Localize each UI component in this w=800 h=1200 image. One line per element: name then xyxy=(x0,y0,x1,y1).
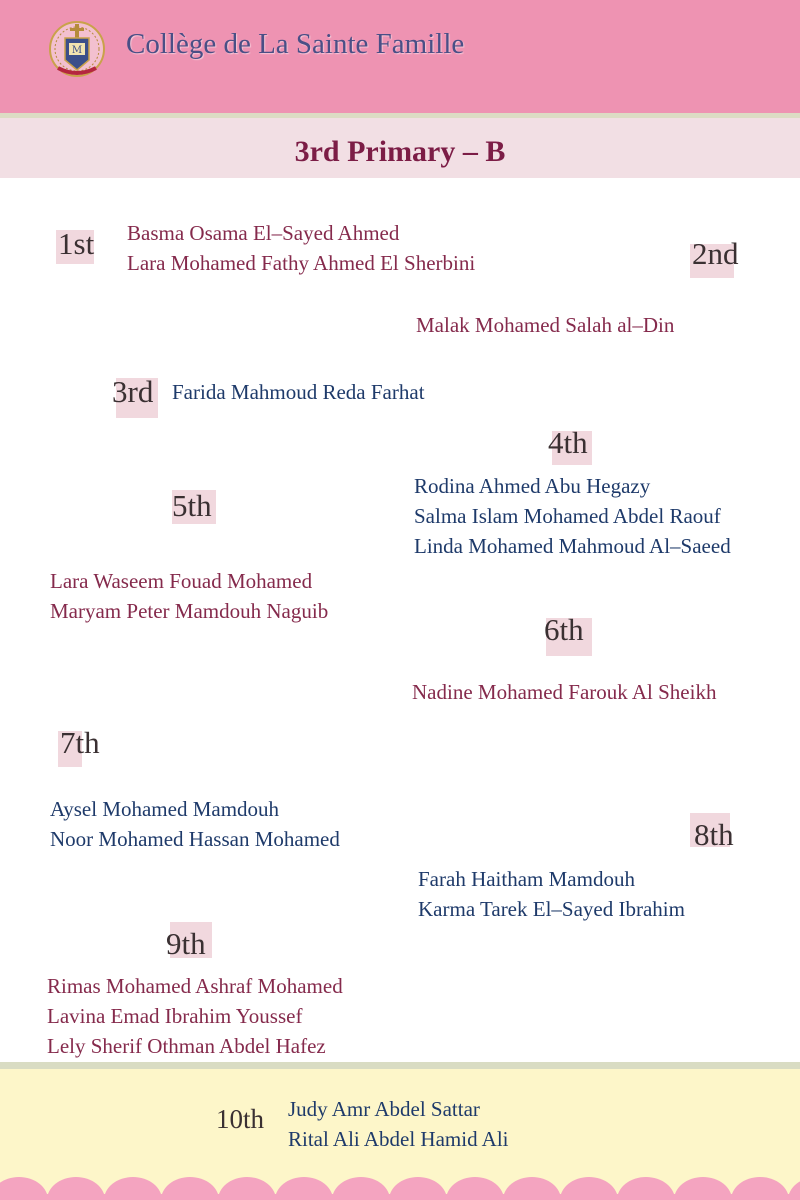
student-name: Basma Osama El–Sayed Ahmed xyxy=(127,221,400,245)
student-name: Lara Mohamed Fathy Ahmed El Sherbini xyxy=(127,251,476,275)
student-name: Aysel Mohamed Mamdouh xyxy=(50,797,280,821)
rank-label-8th: 8th xyxy=(694,817,734,853)
rank-names-10th xyxy=(288,1094,509,1154)
rank-label-4th: 4th xyxy=(548,425,588,461)
rank-names-8th xyxy=(418,864,685,924)
rank-names-6th xyxy=(412,677,716,707)
svg-text:M: M xyxy=(71,45,83,56)
student-name: Farida Mahmoud Reda Farhat xyxy=(172,380,425,404)
rank-names-5th xyxy=(50,566,328,626)
rank-label-3rd: 3rd xyxy=(112,374,153,410)
student-name: Linda Mohamed Mahmoud Al–Saeed xyxy=(414,534,731,558)
student-name: Lara Waseem Fouad Mohamed xyxy=(50,569,313,593)
school-name: Collège de La Sainte Famille xyxy=(126,28,465,60)
student-name: Judy Amr Abdel Sattar xyxy=(288,1097,480,1121)
rank-names-2nd xyxy=(416,310,674,340)
rank-label-6th: 6th xyxy=(544,612,584,648)
rank-label-5th: 5th xyxy=(172,488,212,524)
footer-divider xyxy=(0,1062,800,1069)
rank-names-1st xyxy=(127,218,475,278)
rank-label-10th: 10th xyxy=(216,1104,265,1134)
header-banner xyxy=(0,0,800,113)
student-name: Noor Mohamed Hassan Mohamed xyxy=(50,827,340,851)
rank-names-3rd xyxy=(172,377,425,407)
student-name: Rimas Mohamed Ashraf Mohamed xyxy=(47,974,343,998)
rank-label-1st: 1st xyxy=(58,226,94,262)
student-name: Karma Tarek El–Sayed Ibrahim xyxy=(418,897,685,921)
school-crest-icon xyxy=(48,16,106,82)
student-name: Lavina Emad Ibrahim Youssef xyxy=(47,1004,303,1028)
rank-names-4th xyxy=(414,471,731,561)
student-name: Salma Islam Mohamed Abdel Raouf xyxy=(414,504,721,528)
student-name: Rodina Ahmed Abu Hegazy xyxy=(414,474,651,498)
student-name: Lely Sherif Othman Abdel Hafez xyxy=(47,1034,326,1058)
student-name: Malak Mohamed Salah al–Din xyxy=(416,313,675,337)
class-title: 3rd Primary – B xyxy=(294,135,506,168)
student-name: Rital Ali Abdel Hamid Ali xyxy=(288,1127,509,1151)
student-name: Maryam Peter Mamdouh Naguib xyxy=(50,599,329,623)
rank-names-7th xyxy=(50,794,340,854)
rank-label-9th: 9th xyxy=(166,926,206,962)
rank-label-7th: 7th xyxy=(60,725,100,761)
student-name: Nadine Mohamed Farouk Al Sheikh xyxy=(412,680,717,704)
rank-label-2nd: 2nd xyxy=(692,236,739,272)
student-name: Farah Haitham Mamdouh xyxy=(418,867,635,891)
rank-names-9th xyxy=(47,971,343,1061)
